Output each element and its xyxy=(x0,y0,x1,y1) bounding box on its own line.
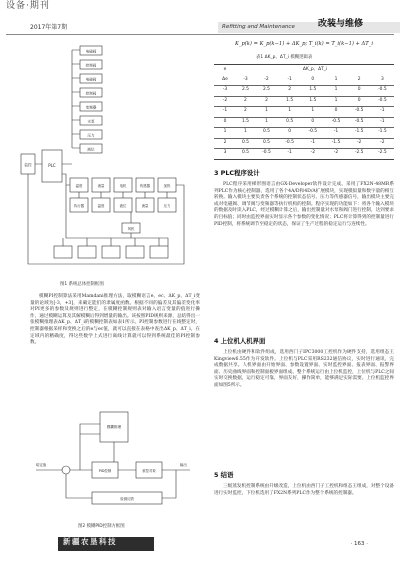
fig1-label-m3: 电磁阀 xyxy=(85,77,97,82)
fig1-label-s1: 执行器 xyxy=(73,204,85,208)
table-cell: 2 xyxy=(244,97,247,103)
table-cell: 2 xyxy=(244,108,247,114)
table-row xyxy=(214,96,394,107)
table-cell: 0.5 xyxy=(262,139,270,145)
fig1-label-m6: 水泵 xyxy=(87,119,95,124)
fig2-label-output: 输出 xyxy=(180,463,187,467)
table-cell: -0.5 xyxy=(378,87,387,93)
table-cell: 1.5 xyxy=(286,97,294,103)
table-cell: -1 xyxy=(287,150,292,156)
table-cell: 1.5 xyxy=(241,118,249,124)
fig2-label-sensor: 检测反馈 xyxy=(120,497,134,501)
table-cell: -1.5 xyxy=(378,129,387,135)
table-row-label: 1 xyxy=(223,129,227,135)
table-cell: 1 xyxy=(288,108,292,114)
footer-journal-logo: 新疆农垦科技 xyxy=(58,537,154,551)
fig1-label-b1: 压力 xyxy=(87,133,95,138)
table-cell: 0.5 xyxy=(262,129,270,135)
fig1-label-m5: 变频器 xyxy=(85,105,97,110)
table-row-label: -2 xyxy=(222,97,228,103)
table-cell: 0 xyxy=(357,97,361,103)
table-cell: 1 xyxy=(244,129,247,135)
table-row-label: 0 xyxy=(223,118,227,124)
section-3-body: PLC程序采用梯形图语言由GX-Developer软件设计完成。采用了FX2N-48MR系列PLC作为核心控制器，选用了各个4A/D和4D/A扩展模块，实现模拟量和数字量的相互转换。输入模块主要负责各个系统的控制状态信号、压力等传感器信号，输出模块主要完成对电磁阀、调节阀与变频器等执行机构的控制。程序实现的功能如下：将各个输入模块的数据及时读入PLC，经过模糊计算之后，输出控制量对水泵和阀门进行控制，达到要求的目标值；同时由监控界面实时显示各个参数的变化情况；PLC将计算得到的控制量进行PID控制，将系统调节至稳定的状态，保证了生产过程的稳定运行与连续性。 xyxy=(214,182,394,227)
table-cell: -0.5 xyxy=(378,97,387,103)
table-row xyxy=(214,128,394,139)
table-cell: -2 xyxy=(356,139,362,145)
table-cell: 0 xyxy=(357,87,361,93)
header-rule xyxy=(6,34,394,35)
table-cell: -2 xyxy=(333,150,339,156)
section-4-body: 上位机由硬件和软件组成，选用西门子IPC3000工控机作为硬件支持，选用组态王Kingview6.55作为开发软件。上位机与PLC采用RS232通信协议，实时进行通讯，完成数据共享。人机界面由开始界面、参数设置界面、实时监控界面、报表界面、报警界面、历史曲线界面和控制面板界面组成。整个系统运行由上位机监控，上位机与PLC之间实时交换数据，运行稳定可靠，界面友好，操作简单，能够满足实际需要。上位机监控界面如图5所示。 xyxy=(214,350,394,388)
fig1-label-b6: 传感器 xyxy=(139,184,151,188)
table-cell: 0 xyxy=(311,118,315,124)
table-row xyxy=(214,138,394,149)
journal-section-en: Refitting and Maintenance xyxy=(222,24,295,30)
fuzzy-logic-table xyxy=(214,64,394,160)
table-col-header: 3 xyxy=(380,76,384,82)
table-col-header: 0 xyxy=(311,76,315,82)
table-col-header: -2 xyxy=(264,76,269,82)
fig1-label-b5: 电机 xyxy=(119,184,127,188)
table-cell: 1 xyxy=(334,87,338,93)
fig1-label-scada: 监控 xyxy=(24,163,32,167)
table-cell: 1 xyxy=(265,118,268,124)
table-cell: -0.5 xyxy=(262,150,271,156)
fig1-label-m4: 控制阀 xyxy=(85,91,97,96)
table-corner-de: Δe xyxy=(222,76,228,82)
table-row xyxy=(214,107,394,118)
table-cell: -0.5 xyxy=(308,129,318,135)
table-cell: -0.5 xyxy=(285,139,294,145)
fig2-label-pid: PID控制 xyxy=(98,469,112,473)
fig1-label-s4: 流量 xyxy=(141,204,149,208)
table-cell: 2 xyxy=(288,87,292,93)
table-cell: 1 xyxy=(334,97,338,103)
table-cell: -0.5 xyxy=(331,118,341,124)
fig2-label-fuzzy: 模糊推理 xyxy=(106,425,122,429)
journal-section-cn: 改装与维修 xyxy=(318,19,364,29)
table-cell: 0 xyxy=(334,108,338,114)
table-cell: -1 xyxy=(310,139,315,145)
table-row-label: 2 xyxy=(223,139,227,145)
table-cell: -1 xyxy=(380,118,385,124)
fig1-label-s5: 压力 xyxy=(163,204,171,208)
table-cell: 0 xyxy=(288,129,292,135)
table-cell: 2 xyxy=(265,97,268,103)
table-cell: 1 xyxy=(265,108,268,114)
table-row-label: -1 xyxy=(222,108,228,114)
section-3-title: 3 PLC程序设计 xyxy=(214,169,260,177)
fig2-label-plant: 被控对象 xyxy=(142,469,156,473)
table-col-header: 1 xyxy=(334,76,338,82)
fig1-label-m2: 控制阀 xyxy=(85,63,97,68)
table-cell: -2 xyxy=(380,139,385,145)
table-cell: -1 xyxy=(333,129,339,135)
fig2-label-setpoint: 给定值 xyxy=(36,463,47,467)
table-cell: -2.5 xyxy=(354,150,364,156)
formula-kp-ti: K_p(k) = K_p(k−1) + ΔK_p; T_i(k) = T_i(k−1) + ΔT_i xyxy=(234,41,374,47)
table-cell: 0.5 xyxy=(241,150,249,156)
table-cell: 2.5 xyxy=(241,87,249,93)
table-1-caption: 表1 ΔK_p、ΔT_i 模糊逻辑表 xyxy=(256,55,313,60)
issue-number: 2017年第7期 xyxy=(30,24,68,31)
table-cell: -2 xyxy=(310,150,315,156)
fig1-label-plc: PLC xyxy=(48,163,56,168)
table-row-label: -3 xyxy=(222,87,228,93)
figure-1-caption: 图1 系统总体控制框图 xyxy=(60,282,104,287)
left-body-paragraph: 模糊PI控制算法采用Mamdani推理方法，取模糊语言e、ec、ΔK_p、ΔT_i变量的论域为[-3，+3]，来确定能们的隶属度函数。根据不同的偏差及其偏差变化率对PI更多的参数及规则进行整定，在模糊控制规则表对输入语言变量的值进行操作，通过模糊运算及其解模糊后得到增量的输出。该按照PID规则来源，总结得出一张模糊推理表ΔK_p、ΔT_i的模糊控制表如表1所示。PI控制参数进行在线整定时，控制器根据采样和变换之后的e与ec值，就可以直接在表格中查出ΔK_p、ΔT_i，在定域内的精确度，得这些数学上式进行离线计算就可以得到系统最佳的PI控制参数。 xyxy=(30,294,200,346)
section-4-title: 4 上位机人机界面 xyxy=(214,337,266,345)
table-cell: -0.5 xyxy=(354,118,364,124)
table-row xyxy=(214,86,394,97)
table-cell: 1 xyxy=(311,108,315,114)
fig1-label-b7: 加热 xyxy=(163,184,171,188)
fig1-label-s2: 温度 xyxy=(97,204,105,208)
figure-1-diagram xyxy=(18,38,198,278)
table-cell: -0.5 xyxy=(354,108,364,114)
fig1-label-s3: 液位 xyxy=(119,204,127,208)
table-cell: -1 xyxy=(380,108,385,114)
table-cell: -1.5 xyxy=(331,139,341,145)
section-5-body: 三级蒸发机控制系统由升级改造，上位机由西门子工控机和组态王组成，对整个设备进行实时监控，下位机选用了FX2N系列PLC作为整个系统的控制器。 xyxy=(214,484,394,496)
table-cell: -1.5 xyxy=(354,129,364,135)
section-5-title: 5 结语 xyxy=(214,471,234,479)
page-number: · 163 · xyxy=(350,541,368,547)
table-cell: 1.5 xyxy=(309,87,317,93)
figure-2-diagram xyxy=(30,404,200,522)
journal-name-left: 设备·期刊 xyxy=(6,1,50,11)
table-cell: 0.5 xyxy=(241,139,249,145)
table-cell: -2.5 xyxy=(378,150,387,156)
fig1-label-m1: 电磁阀 xyxy=(85,49,97,54)
table-row xyxy=(214,149,394,160)
table-cell: 2.5 xyxy=(262,87,270,93)
table-row xyxy=(214,117,394,128)
fig1-label-b2: 液位 xyxy=(87,147,95,152)
table-row-label: 3 xyxy=(223,150,227,156)
table-corner-e: e xyxy=(223,66,227,72)
table-col-header: -3 xyxy=(243,76,248,82)
fig1-label-b4: 流量 xyxy=(97,184,105,188)
table-col-header: -1 xyxy=(287,76,292,82)
table-cell: 1.5 xyxy=(309,97,317,103)
fig1-label-b3: 温度 xyxy=(75,184,83,188)
table-sub-header: ΔK_p、ΔT_i xyxy=(302,66,328,72)
fig1-label-b8: 风机 xyxy=(127,227,135,231)
table-cell: 0.5 xyxy=(286,118,294,124)
figure-2-caption: 图2 模糊PID控制方框图 xyxy=(78,524,125,529)
table-col-header: 2 xyxy=(357,76,361,82)
